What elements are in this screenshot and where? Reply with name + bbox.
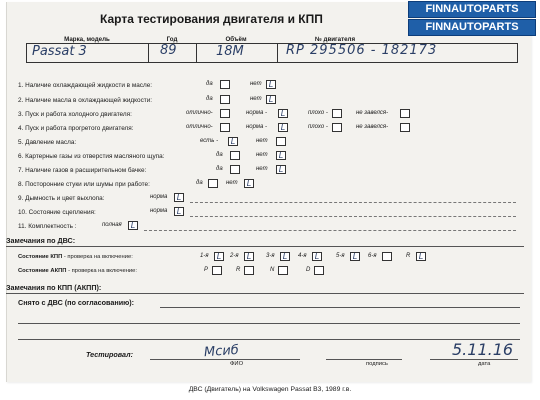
checkbox-normal[interactable]: L <box>174 207 184 216</box>
divider <box>277 43 278 63</box>
header-model: Марка, модель <box>64 36 110 43</box>
question-8: 8. Посторонние стуки или шумы при работе: <box>18 181 150 188</box>
option-no: нет <box>250 96 262 102</box>
option-no-start: не завелся- <box>356 110 389 116</box>
checkbox-no[interactable]: L <box>276 151 286 160</box>
gear-checkbox[interactable]: L <box>312 252 322 261</box>
divider <box>196 43 197 63</box>
checkbox-no[interactable]: L <box>244 179 254 188</box>
section-gearbox-notes: Замечания по КПП (АКПП): <box>6 283 102 292</box>
option-excellent: отлично- <box>186 110 213 116</box>
checkbox-normal[interactable]: L <box>174 193 184 202</box>
gear-label: D <box>306 267 311 273</box>
gear-label: 6-я <box>368 253 377 259</box>
checkbox-yes[interactable] <box>230 151 240 160</box>
gear-checkbox[interactable]: L <box>280 252 290 261</box>
header-volume: Объём <box>225 36 247 43</box>
gear-checkbox[interactable] <box>382 252 392 261</box>
fio-line[interactable] <box>150 359 300 360</box>
option-yes: да <box>196 180 203 186</box>
question-9: 9. Дымность и цвет выхлопа: <box>18 195 105 202</box>
gear-label: 4-я <box>298 253 307 259</box>
question-5: 5. Давление масла: <box>18 139 77 146</box>
divider <box>148 43 149 63</box>
answer-line[interactable] <box>160 307 520 308</box>
volume-value: 18M <box>216 44 244 59</box>
signature-caption: подпись <box>366 361 388 367</box>
option-bad: плохо - <box>308 110 328 116</box>
fio-caption: ФИО <box>230 361 244 367</box>
answer-line[interactable] <box>190 202 516 203</box>
checkbox-no-start[interactable] <box>400 123 410 132</box>
gear-label: 2-я <box>230 253 239 259</box>
section-rule <box>6 293 524 294</box>
option-no-start: не завелся- <box>356 124 389 130</box>
question-2: 2. Наличие масла в охлаждающей жидкости: <box>18 97 153 104</box>
question-1: 1. Наличие охлаждающей жидкости в масле: <box>18 82 153 89</box>
form-title: Карта тестирования двигателя и КПП <box>100 12 323 26</box>
checkbox-excellent[interactable] <box>220 109 230 118</box>
option-present: есть - <box>200 138 219 144</box>
checkbox-no[interactable]: L <box>266 95 276 104</box>
gear-checkbox[interactable]: L <box>350 252 360 261</box>
checkbox-bad[interactable] <box>332 123 342 132</box>
handwritten-signature: Мсиб <box>203 342 240 361</box>
section-engine-notes: Замечания по ДВС: <box>6 236 76 245</box>
checkbox-no[interactable] <box>276 137 286 146</box>
question-4: 4. Пуск и работа прогретого двигателя: <box>18 125 134 132</box>
option-yes: да <box>206 96 213 102</box>
engine-number-value: RP 295506 - 182173 <box>286 43 438 58</box>
gear-checkbox[interactable]: L <box>214 252 224 261</box>
option-no: нет <box>256 138 268 144</box>
question-11: 11. Комплектность : <box>18 223 77 230</box>
option-no: нет <box>226 180 238 186</box>
checkbox-normal[interactable]: L <box>278 109 288 118</box>
section-removed: Снято с ДВС (по согласованию): <box>18 298 135 307</box>
option-yes: да <box>216 152 223 158</box>
gear-label: N <box>270 267 275 273</box>
checkbox-no-start[interactable] <box>400 109 410 118</box>
gear-label: 1-я <box>200 253 209 259</box>
option-no: нет <box>250 81 262 87</box>
checkbox-yes[interactable] <box>220 80 230 89</box>
checkbox-no[interactable]: L <box>266 80 276 89</box>
gear-label: R <box>236 267 241 273</box>
watermark-logo: FINNAUTOPARTS <box>408 19 536 36</box>
option-no: нет <box>256 166 268 172</box>
automatic-check-row: Состояние АКПП - проверка на включение: <box>18 268 137 274</box>
tested-by-label: Тестировал: <box>86 350 133 359</box>
date-caption: дата <box>478 361 491 367</box>
question-6: 6. Картерные газы из отверстия масляного щупа: <box>18 153 165 160</box>
answer-line[interactable] <box>18 323 520 324</box>
gear-checkbox[interactable] <box>212 266 222 275</box>
checkbox-yes[interactable] <box>208 179 218 188</box>
checkbox-normal[interactable]: L <box>278 123 288 132</box>
gear-label: P <box>204 267 209 273</box>
handwritten-date: 5.11.16 <box>452 340 514 359</box>
signature-line[interactable] <box>326 359 402 360</box>
year-value: 89 <box>160 43 177 58</box>
answer-line[interactable] <box>190 216 516 217</box>
gear-label: 5-я <box>336 253 345 259</box>
checkbox-yes[interactable] <box>220 95 230 104</box>
gear-checkbox[interactable]: L <box>244 252 254 261</box>
date-line[interactable] <box>430 359 518 360</box>
watermark-logo: FINNAUTOPARTS <box>408 1 536 18</box>
header-value-row <box>26 43 518 63</box>
option-normal: норма - <box>246 110 268 116</box>
gear-checkbox[interactable] <box>244 266 254 275</box>
gear-label: 3-я <box>266 253 275 259</box>
gear-checkbox[interactable] <box>278 266 288 275</box>
model-value: Passat 3 <box>32 44 87 59</box>
header-engine-no: № двигателя <box>314 36 356 43</box>
option-no: нет <box>256 152 268 158</box>
option-yes: да <box>206 81 213 87</box>
checkbox-full[interactable]: L <box>128 221 138 230</box>
checkbox-no[interactable]: L <box>276 165 286 174</box>
checkbox-present[interactable]: L <box>228 137 238 146</box>
gearbox-check-row: Состояние КПП - проверка на включение: <box>18 254 133 260</box>
header-year: Год <box>166 36 178 43</box>
answer-line[interactable] <box>144 230 516 231</box>
checkbox-yes[interactable] <box>230 165 240 174</box>
question-10: 10. Состояние сцепления: <box>18 209 96 216</box>
question-3: 3. Пуск и работа холодного двигателя: <box>18 111 132 118</box>
option-bad: плохо - <box>308 124 328 130</box>
option-excellent: отлично- <box>186 124 213 130</box>
option-full: полная <box>102 222 122 228</box>
option-normal: норма <box>150 208 168 214</box>
gear-checkbox[interactable] <box>314 266 324 275</box>
checkbox-bad[interactable] <box>332 109 342 118</box>
answer-line[interactable] <box>18 339 520 340</box>
section-rule <box>6 246 524 247</box>
option-yes: да <box>216 166 223 172</box>
option-normal: норма - <box>246 124 268 130</box>
gear-label: R <box>406 253 411 259</box>
photo-caption: ДВС (Двигатель) на Volkswagen Passat B3, 1989 г.в. <box>188 386 352 393</box>
option-normal: норма <box>150 194 168 200</box>
checkbox-excellent[interactable] <box>220 123 230 132</box>
gear-checkbox[interactable]: L <box>416 252 426 261</box>
question-7: 7. Наличие газов в расширительном бачке: <box>18 167 147 174</box>
